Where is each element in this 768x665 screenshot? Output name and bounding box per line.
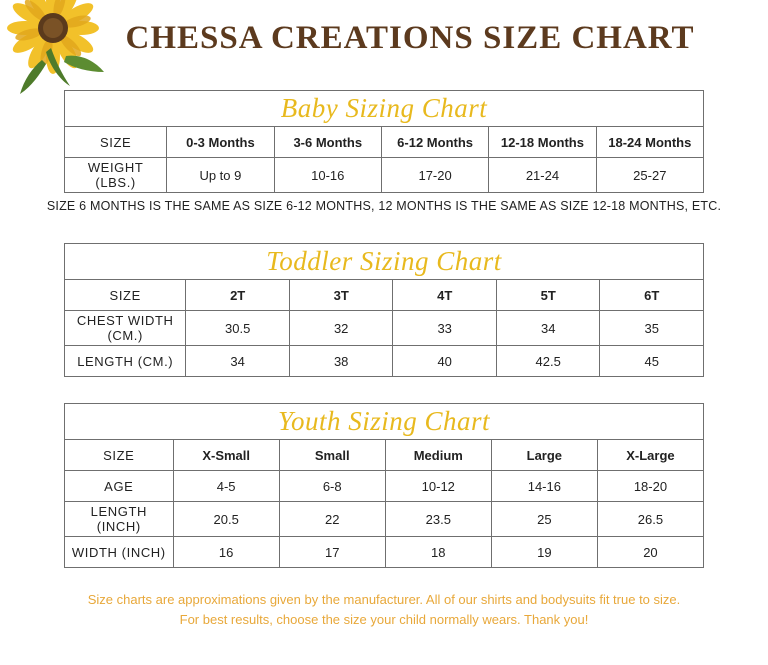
youth-row-age-label: AGE [65, 471, 174, 502]
toddler-header-4t: 4T [393, 280, 497, 311]
youth-row-length-v2: 23.5 [385, 502, 491, 537]
toddler-header-5t: 5T [496, 280, 600, 311]
toddler-chart-caption-cell [65, 244, 704, 280]
table-header-row [65, 280, 704, 311]
youth-chart-caption-cell [65, 404, 704, 440]
toddler-header-3t: 3T [289, 280, 393, 311]
baby-header-size: SIZE [65, 127, 167, 158]
baby-sizing-table [64, 90, 704, 193]
footer-line-2: For best results, choose the size your child normally wears. Thank you! [179, 612, 589, 628]
youth-row-age-v1: 6-8 [279, 471, 385, 502]
baby-header-12-18: 12-18 Months [489, 127, 596, 158]
page-title: CHESSA CREATIONS SIZE CHART [125, 20, 695, 56]
toddler-row-chest-v4: 35 [600, 311, 704, 346]
toddler-header-2t: 2T [186, 280, 290, 311]
youth-header-xsmall: X-Small [173, 440, 279, 471]
toddler-row-chest-v0: 30.5 [186, 311, 290, 346]
table-row [65, 346, 704, 377]
footer-note [0, 590, 768, 630]
table-caption-row [65, 244, 704, 280]
youth-row-length-label: LENGTH (INCH) [65, 502, 174, 537]
toddler-row-chest-label: CHEST WIDTH (CM.) [65, 311, 186, 346]
footer-line-1: Size charts are approximations given by the manufacturer. All of our shirts and bodysuits fit true to size. [87, 592, 681, 607]
youth-sizing-table [64, 403, 704, 568]
table-row [65, 158, 704, 193]
table-header-row [65, 440, 704, 471]
toddler-header-6t: 6T [600, 280, 704, 311]
baby-row-weight-label: WEIGHT (LBS.) [65, 158, 167, 193]
table-row [65, 502, 704, 537]
youth-row-length-v1: 22 [279, 502, 385, 537]
toddler-row-length-v2: 40 [393, 346, 497, 377]
youth-row-width-label: WIDTH (INCH) [65, 537, 174, 568]
toddler-sizing-table [64, 243, 704, 377]
toddler-row-chest-v2: 33 [393, 311, 497, 346]
baby-header-18-24: 18-24 Months [596, 127, 703, 158]
youth-row-width-v0: 16 [173, 537, 279, 568]
toddler-chart-caption: Toddler Sizing Chart [266, 246, 502, 276]
baby-row-weight-v4: 25-27 [596, 158, 703, 193]
baby-chart-caption: Baby Sizing Chart [280, 93, 488, 123]
youth-header-size: SIZE [65, 440, 174, 471]
baby-sizing-chart [64, 90, 704, 193]
youth-row-age-v4: 18-20 [597, 471, 703, 502]
baby-chart-note: SIZE 6 MONTHS IS THE SAME AS SIZE 6-12 MONTHS, 12 MONTHS IS THE SAME AS SIZE 12-18 MONTHS, ETC. [46, 199, 722, 213]
toddler-row-length-v1: 38 [289, 346, 393, 377]
toddler-row-chest-v1: 32 [289, 311, 393, 346]
baby-chart-caption-cell [65, 91, 704, 127]
youth-row-width-v4: 20 [597, 537, 703, 568]
toddler-row-length-v3: 42.5 [496, 346, 600, 377]
youth-sizing-chart [64, 403, 704, 568]
youth-row-age-v0: 4-5 [173, 471, 279, 502]
baby-header-0-3: 0-3 Months [167, 127, 274, 158]
youth-row-age-v2: 10-12 [385, 471, 491, 502]
baby-row-weight-v3: 21-24 [489, 158, 596, 193]
table-row [65, 311, 704, 346]
toddler-row-length-v4: 45 [600, 346, 704, 377]
table-row [65, 471, 704, 502]
table-caption-row [65, 91, 704, 127]
youth-row-length-v3: 25 [491, 502, 597, 537]
toddler-row-chest-v3: 34 [496, 311, 600, 346]
baby-row-weight-v2: 17-20 [381, 158, 488, 193]
youth-row-width-v1: 17 [279, 537, 385, 568]
baby-header-3-6: 3-6 Months [274, 127, 381, 158]
youth-row-length-v0: 20.5 [173, 502, 279, 537]
youth-chart-caption: Youth Sizing Chart [277, 406, 491, 436]
toddler-sizing-chart [64, 243, 704, 377]
youth-row-width-v3: 19 [491, 537, 597, 568]
page-header [0, 0, 768, 90]
baby-row-weight-v1: 10-16 [274, 158, 381, 193]
toddler-row-length-label: LENGTH (CM.) [65, 346, 186, 377]
youth-header-medium: Medium [385, 440, 491, 471]
youth-header-xlarge: X-Large [597, 440, 703, 471]
youth-header-large: Large [491, 440, 597, 471]
toddler-header-size: SIZE [65, 280, 186, 311]
baby-header-6-12: 6-12 Months [381, 127, 488, 158]
youth-row-width-v2: 18 [385, 537, 491, 568]
toddler-row-length-v0: 34 [186, 346, 290, 377]
youth-row-age-v3: 14-16 [491, 471, 597, 502]
youth-row-length-v4: 26.5 [597, 502, 703, 537]
baby-row-weight-v0: Up to 9 [167, 158, 274, 193]
table-row [65, 537, 704, 568]
table-caption-row [65, 404, 704, 440]
table-header-row [65, 127, 704, 158]
youth-header-small: Small [279, 440, 385, 471]
